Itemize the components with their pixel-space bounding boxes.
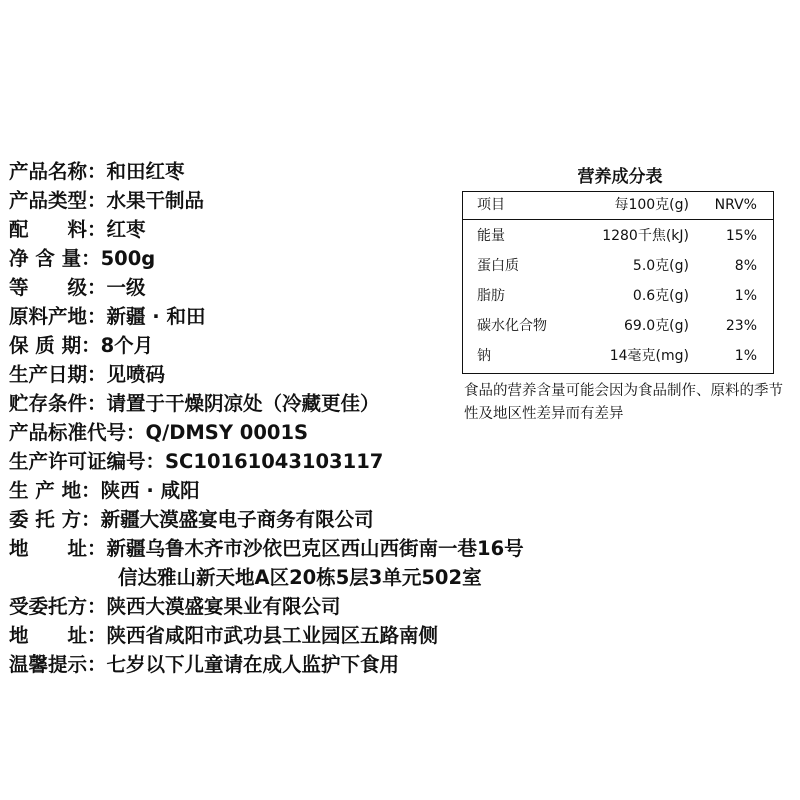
- info-value: 新疆大漠盛宴电子商务有限公司: [100, 508, 374, 531]
- info-row-contractor: [9, 592, 609, 621]
- info-row-license: [9, 447, 609, 476]
- nutrient-nrv: 1%: [734, 348, 757, 364]
- info-value: 陕西 · 咸阳: [100, 479, 200, 502]
- info-label: 温馨提示：: [9, 653, 107, 676]
- info-row-warning: [9, 650, 609, 679]
- nutrient-amount: 0.6克(g): [632, 288, 689, 304]
- info-value: 七岁以下儿童请在成人监护下食用: [106, 653, 400, 676]
- info-row-client: [9, 505, 609, 534]
- nutrient-name: 蛋白质: [477, 258, 519, 274]
- info-label: 原料产地：: [9, 305, 107, 328]
- nutrient-amount: 14毫克(mg): [609, 348, 689, 364]
- header-nrv: NRV%: [714, 197, 757, 213]
- nutrition-row-sodium: [463, 341, 773, 371]
- info-label: 等 级：: [9, 276, 107, 299]
- nutrition-title: 营养成分表: [577, 167, 663, 187]
- info-label: 生 产 地：: [9, 479, 101, 502]
- header-per-100g: 每100克(g): [614, 197, 689, 213]
- info-label: 生产许可证编号：: [9, 450, 166, 473]
- info-row-production-place: [9, 476, 609, 505]
- nutrient-amount: 1280千焦(kJ): [602, 228, 689, 244]
- info-value: 新疆 · 和田: [106, 305, 206, 328]
- nutrient-name: 能量: [477, 228, 505, 244]
- info-label: 生产日期：: [9, 363, 107, 386]
- info-label: 受委托方：: [9, 595, 107, 618]
- info-value: 水果干制品: [106, 189, 205, 212]
- info-label: 贮存条件：: [9, 392, 107, 415]
- nutrient-name: 碳水化合物: [477, 318, 547, 334]
- info-label: 地 址：: [9, 537, 107, 560]
- info-label: 净 含 量：: [9, 247, 101, 270]
- info-label: 委 托 方：: [9, 508, 101, 531]
- info-label: 保 质 期：: [9, 334, 101, 357]
- nutrition-facts: [460, 163, 783, 426]
- nutrient-name: 脂肪: [477, 288, 505, 304]
- nutrient-nrv: 23%: [725, 318, 757, 334]
- info-value: 陕西省咸阳市武功县工业园区五路南侧: [106, 624, 439, 647]
- nutrient-nrv: 15%: [725, 228, 757, 244]
- info-value: 见喷码: [106, 363, 166, 386]
- nutrient-amount: 5.0克(g): [632, 258, 689, 274]
- info-label: 产品标准代号：: [9, 421, 146, 444]
- nutrition-table: [462, 191, 774, 374]
- info-label: 产品类型：: [9, 189, 107, 212]
- info-value: 8个月: [100, 334, 154, 357]
- nutrient-amount: 69.0克(g): [624, 318, 689, 334]
- nutrient-name: 钠: [477, 348, 491, 364]
- info-value: 和田红枣: [106, 160, 185, 183]
- info-value: 陕西大漠盛宴果业有限公司: [106, 595, 341, 618]
- info-label: 地 址：: [9, 624, 107, 647]
- nutrition-row-energy: [463, 221, 773, 251]
- info-value: 请置于干燥阴凉处（冷藏更佳）: [106, 392, 380, 415]
- nutrition-note: 食品的营养含量可能会因为食品制作、原料的季节性及地区性差异而有差异: [464, 383, 783, 422]
- info-value: 一级: [106, 276, 146, 299]
- info-row-contractor-address: [9, 621, 609, 650]
- info-value: Q/DMSY 0001S: [145, 421, 309, 444]
- info-row-client-address-line2: [9, 563, 609, 592]
- nutrition-row-fat: [463, 281, 773, 311]
- info-row-client-address: [9, 534, 609, 563]
- info-value: 红枣: [106, 218, 146, 241]
- nutrient-nrv: 1%: [734, 288, 757, 304]
- nutrition-row-protein: [463, 251, 773, 281]
- info-value: SC10161043103117: [165, 450, 384, 473]
- info-value: 500g: [100, 247, 156, 270]
- nutrition-row-carbohydrate: [463, 311, 773, 341]
- nutrient-nrv: 8%: [734, 258, 757, 274]
- info-label: 配 料：: [9, 218, 107, 241]
- header-item: 项目: [477, 197, 505, 213]
- info-label: 产品名称：: [9, 160, 107, 183]
- info-value: 新疆乌鲁木齐市沙依巴克区西山西街南一巷16号: [106, 537, 524, 560]
- nutrition-header-row: [463, 192, 773, 220]
- info-value: 信达雅山新天地A区20栋5层3单元502室: [118, 566, 482, 589]
